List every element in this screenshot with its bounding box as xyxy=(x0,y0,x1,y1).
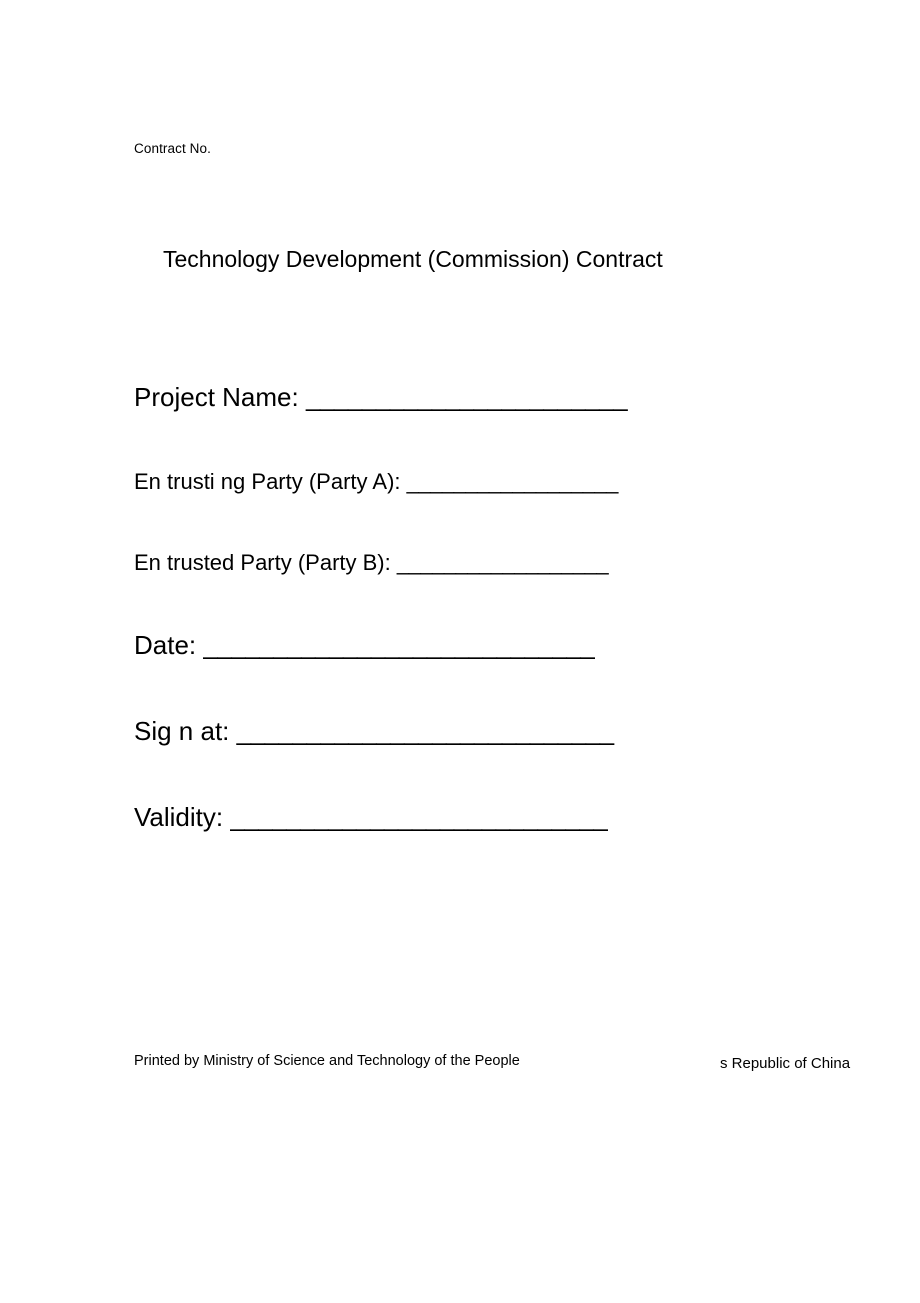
field-row-sign-at xyxy=(134,717,834,747)
field-blank-date[interactable]: ____________________________ xyxy=(203,630,595,661)
footer-printed-by-continued: s Republic of China xyxy=(720,1055,851,1072)
field-row-validity xyxy=(134,803,834,833)
field-label-entrusting-party: En trusti ng Party (Party A): xyxy=(134,468,407,494)
field-blank-project-name[interactable]: _______________________ xyxy=(305,382,628,412)
field-row-entrusted-party xyxy=(134,550,834,575)
field-label-entrusted-party: En trusted Party (Party B): xyxy=(134,550,397,576)
field-blank-sign-at[interactable]: ___________________________ xyxy=(236,716,614,747)
contract-fields xyxy=(134,383,834,889)
field-row-date xyxy=(134,631,834,661)
field-label-project-name: Project Name: xyxy=(134,382,306,412)
field-label-date: Date: xyxy=(134,630,204,661)
field-label-sign-at: Sig n at: xyxy=(134,716,237,747)
field-label-validity: Validity: xyxy=(134,802,231,833)
field-row-entrusting-party xyxy=(134,469,834,494)
footer-printed-by: Printed by Ministry of Science and Technology of the People xyxy=(134,1053,520,1069)
field-row-project-name xyxy=(134,383,834,413)
field-blank-entrusted-party[interactable]: __________________ xyxy=(396,550,609,576)
field-blank-entrusting-party[interactable]: __________________ xyxy=(406,468,618,494)
document-title: Technology Development (Commission) Contract xyxy=(163,246,663,272)
field-blank-validity[interactable]: ___________________________ xyxy=(230,802,608,833)
contract-number-label: Contract No. xyxy=(134,141,211,156)
